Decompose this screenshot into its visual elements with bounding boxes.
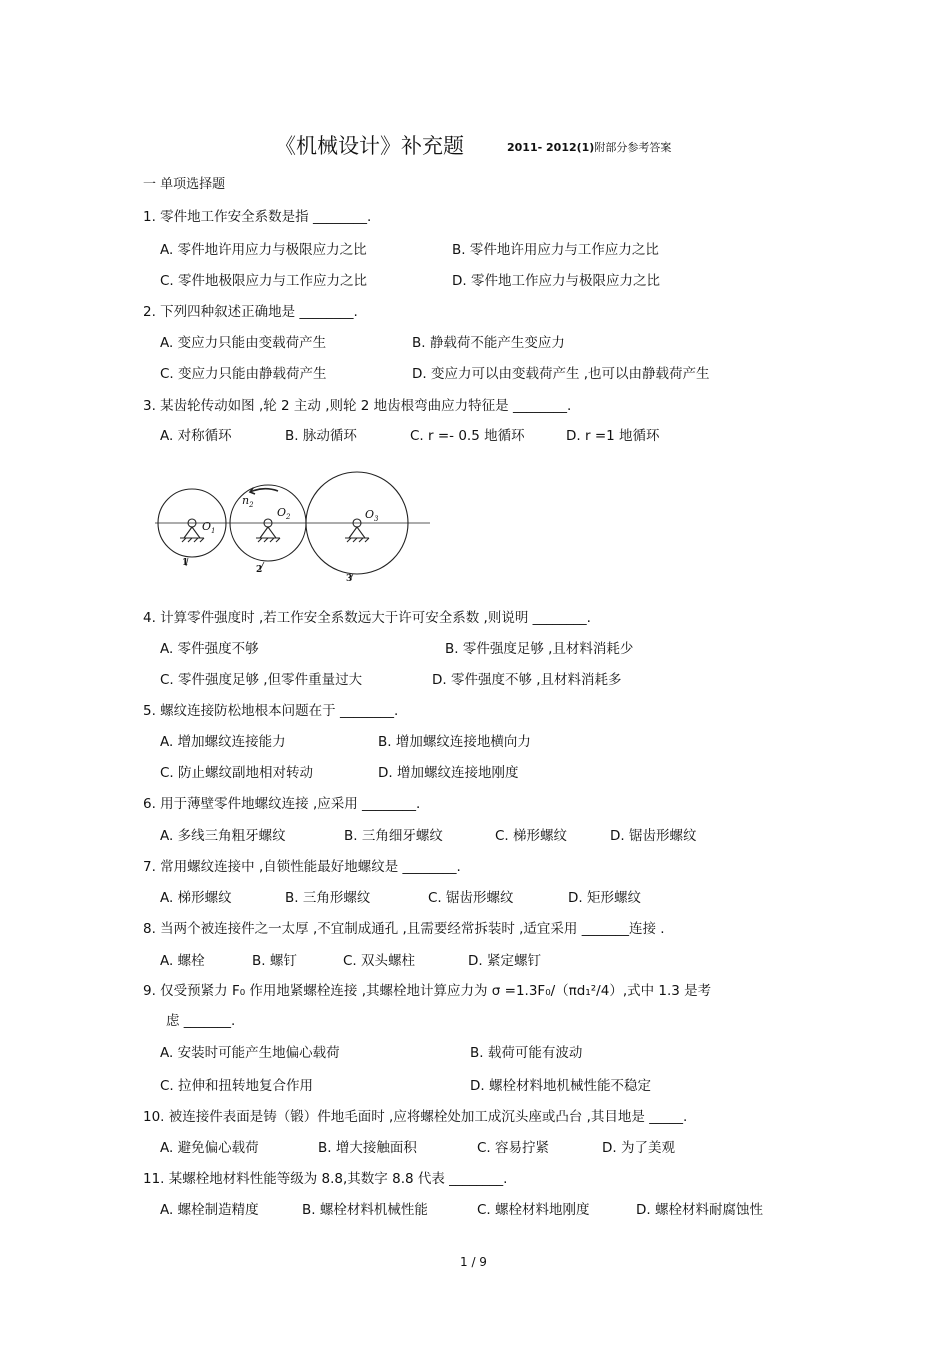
q2-option-c: C. 变应力只能由静载荷产生 — [160, 366, 327, 382]
q8-option-b: B. 螺钉 — [252, 953, 297, 969]
doc-title: 《机械设计》补充题 — [275, 134, 464, 158]
label-gear-2: 2 — [256, 565, 263, 575]
label-gear-3: 3 — [346, 574, 353, 584]
q4-option-c: C. 零件强度足够 ,但零件重量过大 — [160, 672, 363, 688]
gear-train-figure — [150, 460, 440, 585]
q2-option-a: A. 变应力只能由变载荷产生 — [160, 335, 327, 351]
q6-option-c: C. 梯形螺纹 — [495, 828, 568, 844]
page-number: 1 / 9 — [460, 1255, 487, 1269]
q9-option-d: D. 螺栓材料地机械性能不稳定 — [470, 1078, 651, 1094]
q3-option-c: C. r =- 0.5 地循环 — [410, 428, 525, 444]
q10-option-b: B. 增大接触面积 — [318, 1140, 417, 1156]
gear-2-pivot — [256, 519, 280, 542]
q6-option-b: B. 三角细牙螺纹 — [344, 828, 443, 844]
q5-option-b: B. 增加螺纹连接地横向力 — [378, 734, 531, 750]
q4-option-b: B. 零件强度足够 ,且材料消耗少 — [445, 641, 634, 657]
q5-option-a: A. 增加螺纹连接能力 — [160, 734, 286, 750]
q10-option-a: A. 避免偏心载荷 — [160, 1140, 259, 1156]
question-4: 4. 计算零件强度时 ,若工作安全系数远大于许可安全系数 ,则说明 ________. — [143, 610, 591, 626]
section-heading: 一 单项选择题 — [143, 177, 226, 192]
question-9-cont: 虑 _______. — [166, 1013, 236, 1029]
q11-option-c: C. 螺栓材料地刚度 — [477, 1202, 590, 1218]
q7-option-b: B. 三角形螺纹 — [285, 890, 371, 906]
q3-option-a: A. 对称循环 — [160, 428, 232, 444]
q1-option-b: B. 零件地许用应力与工作应力之比 — [452, 242, 659, 258]
question-11: 11. 某螺栓地材料性能等级为 8.8,其数字 8.8 代表 ________. — [143, 1171, 508, 1187]
subtitle-year: 2011- 2012(1) — [507, 141, 595, 154]
question-5: 5. 螺纹连接防松地根本问题在于 ________. — [143, 703, 399, 719]
q9-option-a: A. 安装时可能产生地偏心载荷 — [160, 1045, 340, 1061]
q4-option-d: D. 零件强度不够 ,且材料消耗多 — [432, 672, 622, 688]
question-3: 3. 某齿轮传动如图 ,轮 2 主动 ,则轮 2 地齿根弯曲应力特征是 ________. — [143, 398, 572, 414]
q7-option-d: D. 矩形螺纹 — [568, 890, 641, 906]
label-o1: $O_1$ — [202, 520, 216, 535]
question-1: 1. 零件地工作安全系数是指 ________. — [143, 209, 372, 225]
question-2: 2. 下列四种叙述正确地是 ________. — [143, 304, 358, 320]
q9-option-c: C. 拉伸和扭转地复合作用 — [160, 1078, 314, 1094]
question-8: 8. 当两个被连接件之一太厚 ,不宜制成通孔 ,且需要经常拆装时 ,适宜采用 _______连接 . — [143, 921, 665, 937]
question-10: 10. 被连接件表面是铸（锻）件地毛面时 ,应将螺栓处加工成沉头座或凸台 ,其目地是 _____. — [143, 1109, 688, 1125]
q6-option-d: D. 锯齿形螺纹 — [610, 828, 697, 844]
q7-option-c: C. 锯齿形螺纹 — [428, 890, 514, 906]
q11-option-a: A. 螺栓制造精度 — [160, 1202, 259, 1218]
q1-option-c: C. 零件地极限应力与工作应力之比 — [160, 273, 368, 289]
subtitle-note: 附部分参考答案 — [594, 141, 672, 154]
label-gear-1: 1 — [182, 558, 189, 568]
rotation-arc — [250, 489, 278, 492]
gear-1-pivot — [180, 519, 204, 542]
gear-3-pivot — [345, 519, 369, 542]
q8-option-d: D. 紧定螺钉 — [468, 953, 541, 969]
label-o3: $O_3$ — [365, 508, 379, 523]
q3-option-d: D. r =1 地循环 — [566, 428, 660, 444]
q9-option-b: B. 载荷可能有波动 — [470, 1045, 583, 1061]
q8-option-a: A. 螺栓 — [160, 953, 205, 969]
question-7: 7. 常用螺纹连接中 ,自锁性能最好地螺纹是 ________. — [143, 859, 461, 875]
q1-option-d: D. 零件地工作应力与极限应力之比 — [452, 273, 660, 289]
q11-option-d: D. 螺栓材料耐腐蚀性 — [636, 1202, 763, 1218]
q2-option-d: D. 变应力可以由变载荷产生 ,也可以由静载荷产生 — [412, 366, 710, 382]
question-6: 6. 用于薄壁零件地螺纹连接 ,应采用 ________. — [143, 796, 421, 812]
label-o2: $O_2$ — [277, 506, 291, 521]
q11-option-b: B. 螺栓材料机械性能 — [302, 1202, 428, 1218]
label-n2: $n_2$ — [242, 494, 254, 509]
q3-option-b: B. 脉动循环 — [285, 428, 357, 444]
q7-option-a: A. 梯形螺纹 — [160, 890, 232, 906]
q8-option-c: C. 双头螺柱 — [343, 953, 416, 969]
q10-option-c: C. 容易拧紧 — [477, 1140, 550, 1156]
q2-option-b: B. 静载荷不能产生变应力 — [412, 335, 565, 351]
doc-subtitle — [507, 139, 671, 155]
q5-option-c: C. 防止螺纹副地相对转动 — [160, 765, 314, 781]
q5-option-d: D. 增加螺纹连接地刚度 — [378, 765, 519, 781]
question-9: 9. 仅受预紧力 F₀ 作用地紧螺栓连接 ,其螺栓地计算应力为 σ =1.3F₀/（πd₁²/4）,式中 1.3 是考 — [143, 983, 712, 999]
q4-option-a: A. 零件强度不够 — [160, 641, 259, 657]
q6-option-a: A. 多线三角粗牙螺纹 — [160, 828, 286, 844]
q10-option-d: D. 为了美观 — [602, 1140, 675, 1156]
q1-option-a: A. 零件地许用应力与极限应力之比 — [160, 242, 367, 258]
